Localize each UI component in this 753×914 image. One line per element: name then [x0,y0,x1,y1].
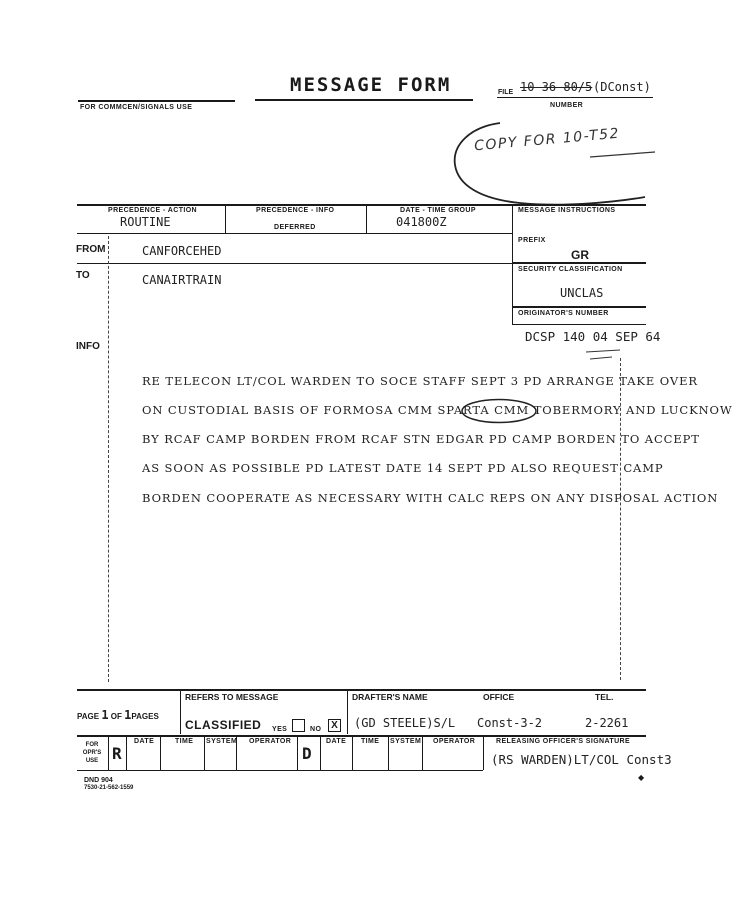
top-row-line [77,204,646,206]
message-line-5: BORDEN COOPERATE AS NECESSARY WITH CALC REPS ON ANY DISPOSAL ACTION [142,491,719,505]
footer-top-line [77,689,646,691]
from-line [77,263,512,264]
opr-divider-4 [236,736,237,770]
precedence-info-label: PRECEDENCE - INFO [256,207,335,214]
opr-divider-0 [108,736,109,770]
prefix-bottom-line [512,262,646,264]
office-value: Const-3-2 [477,716,543,730]
diamond-mark-icon: ◆ [638,773,645,782]
header-bottom-line [77,233,512,234]
opr-divider-7 [352,736,353,770]
dtg-label: DATE - TIME GROUP [400,207,476,214]
title-underline [255,99,473,101]
commcen-label: FOR COMMCEN/SIGNALS USE [80,104,193,111]
security-bottom-line [512,306,646,308]
of-label: OF [110,712,122,721]
to-label: TO [76,270,90,281]
handwritten-loop [440,115,670,210]
top-row-divider-1 [225,205,226,233]
opr-divider-9 [422,736,423,770]
prefix-value: GR [571,248,589,262]
use-label: USE [85,758,99,764]
d-mark: D [302,744,312,763]
refers-label: REFERS TO MESSAGE [185,692,279,702]
precedence-action-label: PRECEDENCE - ACTION [108,207,198,214]
message-instructions-label: MESSAGE INSTRUCTIONS [518,207,616,214]
opr-divider-8 [388,736,389,770]
for-label: FOR [85,742,99,748]
from-value: CANFORCEHED [142,244,222,258]
oprs-label: OPR'S [82,750,102,756]
d-time-label: TIME [361,738,380,745]
message-line-1: RE TELECON LT/COL WARDEN TO SOCE STAFF SEPT 3 PD ARRANGE TAKE OVER [142,374,698,388]
d-operator-label: OPERATOR [433,738,476,745]
file-line [497,97,653,98]
no-checkbox-mark: X [331,720,338,731]
to-value: CANAIRTRAIN [142,273,222,287]
r-time-label: TIME [175,738,194,745]
drafter-value: (GD STEELE)S/L [354,716,456,730]
d-system-label: SYSTEM [390,738,422,745]
security-value: UNCLAS [560,286,604,300]
left-margin-line [108,236,109,682]
pen-tick-marks [584,349,624,363]
commcen-line [78,100,235,102]
tel-value: 2-2261 [585,716,629,730]
right-panel-bottom-line [512,324,646,325]
classified-label: CLASSIFIED [185,718,262,732]
dtg-value: 041800Z [396,215,447,229]
opr-divider-10 [483,736,484,770]
page-count [77,708,159,722]
prefix-label: PREFIX [518,237,546,244]
number-label: NUMBER [550,102,584,109]
message-line-2: ON CUSTODIAL BASIS OF FORMOSA CMM SPARTA CMM TOBERMORY AND LUCKNOW [142,403,733,417]
r-date-label: DATE [134,738,155,745]
pages-num: 1 [124,708,132,722]
form-title: MESSAGE FORM [290,74,452,96]
yes-checkbox[interactable] [292,719,305,732]
form-code: DND 904 [84,777,113,784]
file-number-suffix: (DConst) [593,80,651,94]
info-label: INFO [76,341,100,352]
file-label: FILE [498,89,514,96]
message-line-3: BY RCAF CAMP BORDEN FROM RCAF STN EDGAR PD CAMP BORDEN TO ACCEPT [142,432,700,446]
from-label: FROM [76,244,106,255]
page-label: PAGE [77,712,100,721]
no-checkbox[interactable] [328,719,341,732]
office-label: OFFICE [483,692,515,702]
pages-label: PAGES [131,712,159,721]
stock-number: 7530-21-562-1559 [84,785,134,791]
page-num: 1 [101,708,109,722]
opr-divider-1 [126,736,127,770]
opr-divider-2 [160,736,161,770]
r-mark: R [112,744,122,763]
opr-bottom-line [77,770,483,771]
opr-divider-3 [204,736,205,770]
releasing-value: (RS WARDEN)LT/COL Const3 [491,752,672,767]
opr-divider-6 [320,736,321,770]
tobermory-circle [460,397,540,425]
r-operator-label: OPERATOR [249,738,292,745]
originator-value: DCSP 140 04 SEP 64 [525,329,661,344]
precedence-action-value: ROUTINE [120,215,171,229]
opr-divider-5 [297,736,298,770]
message-line-4: AS SOON AS POSSIBLE PD LATEST DATE 14 SEPT PD ALSO REQUEST CAMP [142,461,664,475]
yes-label: YES [272,726,288,733]
file-number-struck: 10-36-80/5 [520,80,593,94]
drafter-label: DRAFTER'S NAME [352,692,428,702]
handwritten-note: COPY FOR 10-T52 [473,125,621,155]
no-label: NO [310,726,322,733]
releasing-label: RELEASING OFFICER'S SIGNATURE [496,738,631,745]
for-opr-use-label [80,741,104,765]
top-row-divider-2 [366,205,367,233]
footer-divider-refers [180,690,181,734]
r-system-label: SYSTEM [206,738,238,745]
originator-label: ORIGINATOR'S NUMBER [518,310,609,317]
opr-top-line [77,735,646,737]
tel-label: TEL. [595,692,614,702]
security-label: SECURITY CLASSIFICATION [518,266,623,273]
footer-divider-drafter [347,690,348,734]
deferred-label: DEFERRED [274,224,316,231]
d-date-label: DATE [326,738,347,745]
